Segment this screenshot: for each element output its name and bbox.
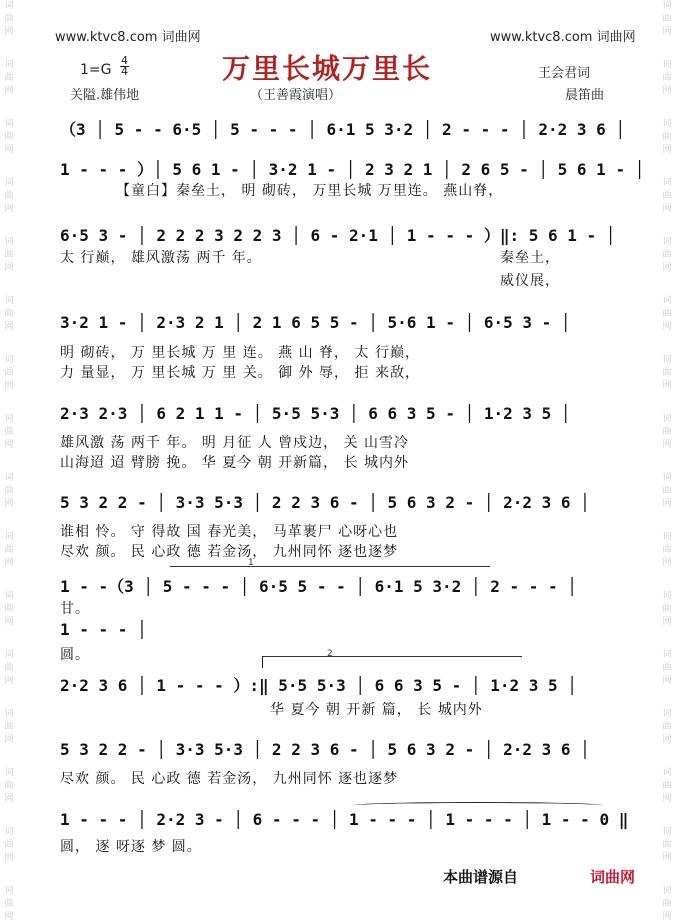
time-signature-bottom: 4: [121, 65, 128, 78]
score-line-5-notes: 2·3 2·3 │ 6 2 1 1 - │ 5·5 5·3 │ 6 6 3 5 - │ 1·2 3 5 │: [60, 404, 571, 423]
score-line-3-lyric-right-2: 威仪展，: [500, 273, 560, 289]
score-line-2-lyric: 【童白】秦垒土， 明 砌砖， 万里长城 万里连。 燕山脊，: [116, 183, 504, 199]
score-line-9-lyric: 华 夏今 朝 开新 篇， 长 城内外: [270, 702, 483, 718]
volta-2-number: 2: [327, 649, 333, 659]
score-line-4-lyric-2: 力 量显， 万 里长城 万 里 关。 御 外 辱， 拒 来敌，: [60, 365, 420, 381]
lyricist: 王会君词: [538, 66, 591, 81]
composer: 晨笛曲: [565, 88, 605, 103]
final-tie: [352, 802, 604, 809]
tempo-mark: 关隘.雄伟地: [70, 88, 140, 103]
score-line-7-lyric: 甘。: [60, 601, 90, 617]
site-url-left[interactable]: www.ktvc8.com 词曲网: [55, 30, 201, 45]
site-url-right[interactable]: www.ktvc8.com 词曲网: [490, 30, 636, 45]
volta-1-number: 1: [248, 558, 254, 568]
score-line-5-lyric-2: 山海迢 迢 臂膀 挽。 华 夏今 朝 开新篇， 长 城内外: [60, 455, 410, 471]
watermark-right-column: 词 曲 网 词 曲 网 词 曲 网 词 曲 网 词 曲 网 词 曲 网 词 曲 网 词 曲 网 词 曲 网 词 曲 网 词 曲 网 词 曲 网 词 曲 网 词 曲 网 词 曲 网 词 曲 网: [662, 1, 672, 922]
time-signature: [120, 56, 129, 77]
key-signature: 1=G: [80, 62, 112, 78]
score-line-8-lyric: 圆。: [60, 647, 90, 663]
volta-2-bracket: [262, 656, 522, 657]
score-line-9-notes: 2·2 3 6 │ 1 - - - ）:‖ 5·5 5·3 │ 6 6 3 5 - │ 1·2 3 5 │: [60, 676, 577, 695]
score-line-8-notes: 1 - - - │: [60, 620, 147, 639]
score-line-6-lyric-2: 尽欢 颜。 民 心政 德 若金汤， 九州同怀 逐也逐梦: [60, 544, 399, 560]
score-line-11-lyric: 圆， 逐 呀逐 梦 圆。: [60, 839, 202, 855]
score-line-4-notes: 3·2 1 - │ 2·3 2 1 │ 2 1 6 5 5 - │ 5·6 1 - │ 6·5 3 - │: [60, 313, 571, 332]
source-label: 本曲谱源自: [443, 868, 519, 886]
brand-link[interactable]: 词曲网: [590, 868, 636, 886]
score-line-10-lyric: 尽欢 颜。 民 心政 德 若金汤， 九州同怀 逐也逐梦: [60, 771, 399, 787]
score-line-6-lyric-1: 谁相 怜。 守 得故 国 春光美， 马革裹尸 心呀心也: [60, 524, 399, 540]
song-title: 万里长城万里长: [222, 52, 433, 85]
score-line-7-notes: 1 - -（3 │ 5 - - - │ 6·5 5 - - │ 6·1 5 3·2 │ 2 - - - │: [60, 577, 577, 596]
score-line-3-notes: 6·5 3 - │ 2 2 2 3 2 2 3 │ 6 - 2·1 │ 1 - - - ）‖: 5 6 1 - │: [60, 226, 616, 245]
score-line-3-lyric-right: 秦垒土，: [500, 250, 560, 266]
score-line-10-notes: 5 3 2 2 - │ 3·3 5·3 │ 2 2 3 6 - │ 5 6 3 2 - │ 2·2 3 6 │: [60, 740, 590, 759]
score-line-5-lyric-1: 雄风激 荡 两千 年。 明 月征 人 曾戍边， 关 山雪冷: [60, 435, 410, 451]
score-line-3-lyric: 太 行巅， 雄风激荡 两千 年。: [60, 250, 262, 266]
performer: （王善霞演唱）: [250, 88, 342, 103]
score-line-6-notes: 5 3 2 2 - │ 3·3 5·3 │ 2 2 3 6 - │ 5 6 3 2 - │ 2·2 3 6 │: [60, 493, 590, 512]
score-line-4-lyric-1: 明 砌砖， 万 里长城 万 里 连。 燕 山 脊， 太 行巅，: [60, 345, 420, 361]
time-signature-top: 4: [121, 54, 128, 67]
score-line-1-notes: （3 │ 5 - - 6·5 │ 5 - - - │ 6·1 5 3·2 │ 2 - - - │ 2·2 3 6 │: [60, 120, 626, 139]
score-line-11-notes: 1 - - - │ 2·2 3 - │ 6 - - - │ 1 - - - │ 1 - - - │ 1 - - 0 ‖: [60, 810, 629, 829]
volta-2-bracket-edge: [262, 656, 263, 668]
score-line-2-notes: 1 - - - ）│ 5 6 1 - │ 3·2 1 - │ 2 3 2 1 │ 2 6 5 - │ 5 6 1 - │: [60, 160, 645, 179]
watermark-left-column: 词 曲 网 词 曲 网 词 曲 网 词 曲 网 词 曲 网 词 曲 网 词 曲 网 词 曲 网 词 曲 网 词 曲 网 词 曲 网 词 曲 网 词 曲 网 词 曲 网 词 曲 网 词 曲 网: [4, 1, 14, 922]
volta-1-bracket: [170, 566, 490, 567]
